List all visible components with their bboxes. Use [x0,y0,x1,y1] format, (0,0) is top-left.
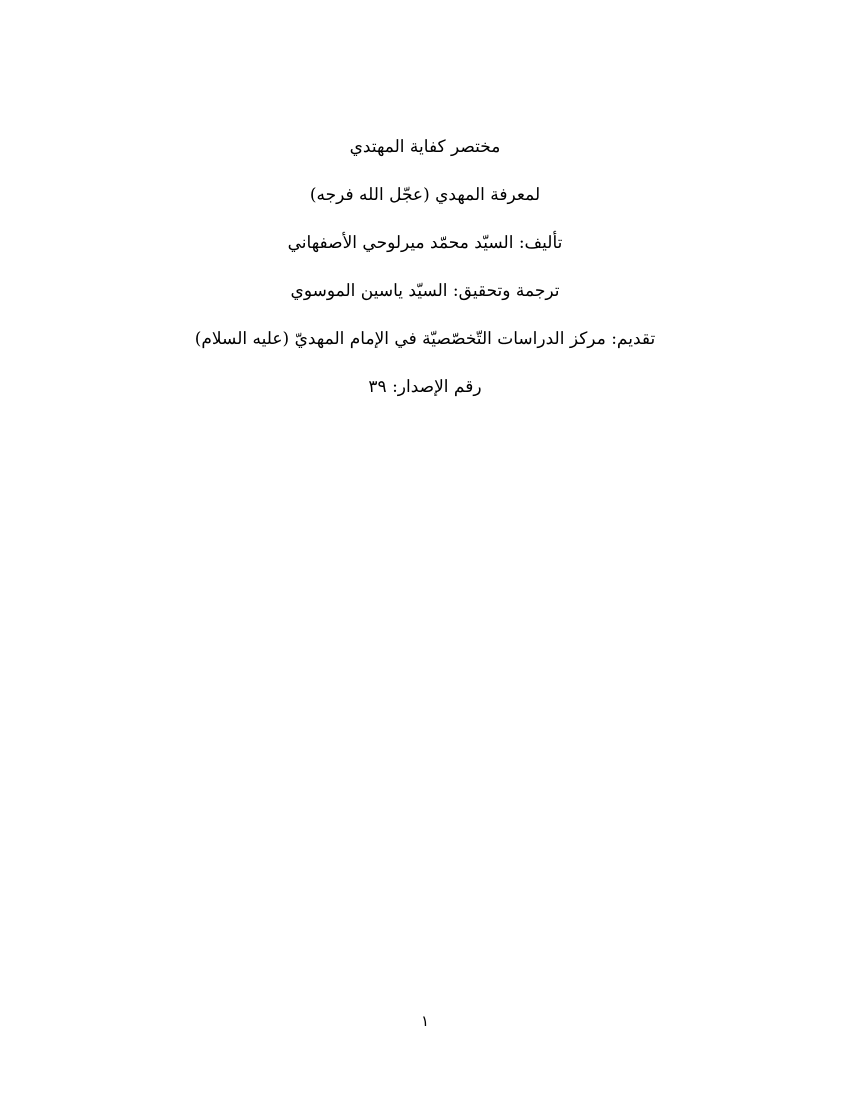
book-subtitle: لمعرفة المهدي (عجّل الله فرجه) [309,185,541,205]
page-number: ١ [420,1012,430,1030]
translator-line: ترجمة وتحقيق: السيّد ياسين الموسوي [290,281,560,301]
author-line: تأليف: السيّد محمّد ميرلوحي الأصفهاني [287,233,563,253]
release-number-line: رقم الإصدار: ٣٩ [368,377,482,397]
book-title: مختصر كفاية المهتدي [349,137,501,157]
title-block [0,128,850,416]
preface-line: تقديم: مركز الدراسات التّخصّصيّة في الإمام المهديّ (عليه السلام) [194,329,656,349]
